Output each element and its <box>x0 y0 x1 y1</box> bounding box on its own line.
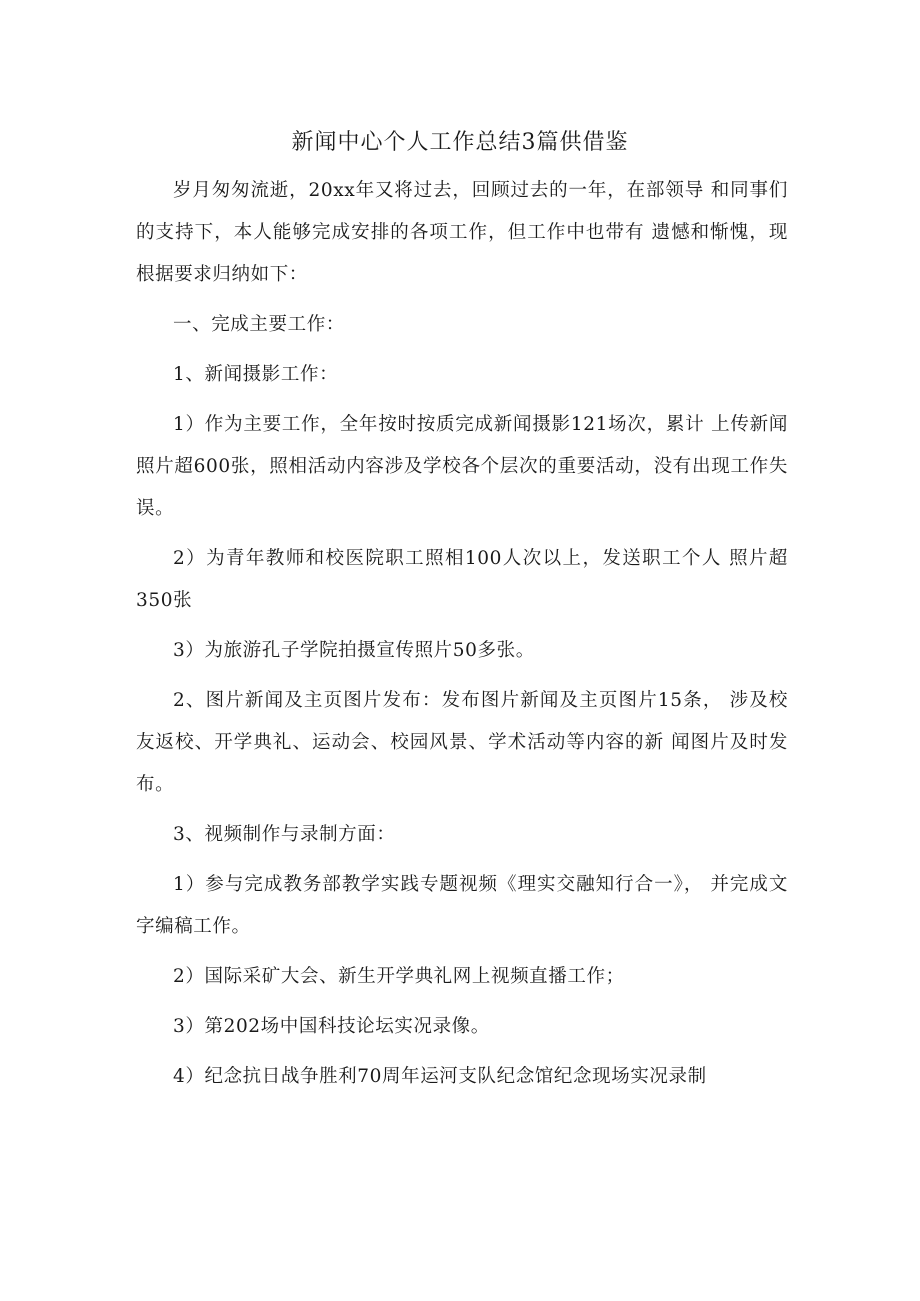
document-body <box>136 170 788 1106</box>
heading-main-work: 一、完成主要工作： <box>173 314 345 335</box>
paragraph-intro: 岁月匆匆流逝，20xx年又将过去，回顾过去的一年，在部领导 和同事们的支持下，本人能够完成安排的各项工作，但工作中也带有 遗憾和惭愧，现根据要求归纳如下： <box>136 180 788 285</box>
paragraph-photography-1: 1）作为主要工作，全年按时按质完成新闻摄影121场次，累计 上传新闻照片超600张，照相活动内容涉及学校各个层次的重要活动，没有出现工作失误。 <box>136 414 788 519</box>
document-title: 新闻中心个人工作总结3篇供借鉴 <box>291 130 629 155</box>
paragraph-video-1: 1）参与完成教务部教学实践专题视频《理实交融知行合一》， 并完成文字编稿工作。 <box>136 874 788 937</box>
paragraph-photography-3: 3）为旅游孔子学院拍摄宣传照片50多张。 <box>173 640 535 661</box>
paragraph-video-4: 4）纪念抗日战争胜利70周年运河支队纪念馆纪念现场实况录制 <box>173 1066 707 1087</box>
paragraph-video-2: 2）国际采矿大会、新生开学典礼网上视频直播工作； <box>173 966 625 987</box>
paragraph-video-3: 3）第202场中国科技论坛实况录像。 <box>173 1016 490 1037</box>
subheading-video: 3、视频制作与录制方面： <box>173 824 396 845</box>
paragraph-photography-2: 2）为青年教师和校医院职工照相100人次以上，发送职工个人 照片超350张 <box>136 548 788 611</box>
paragraph-image-news: 2、图片新闻及主页图片发布：发布图片新闻及主页图片15条， 涉及校友返校、开学典礼、运动会、校园风景、学术活动等内容的新 闻图片及时发布。 <box>136 690 788 795</box>
subheading-news-photography: 1、新闻摄影工作： <box>173 364 339 385</box>
